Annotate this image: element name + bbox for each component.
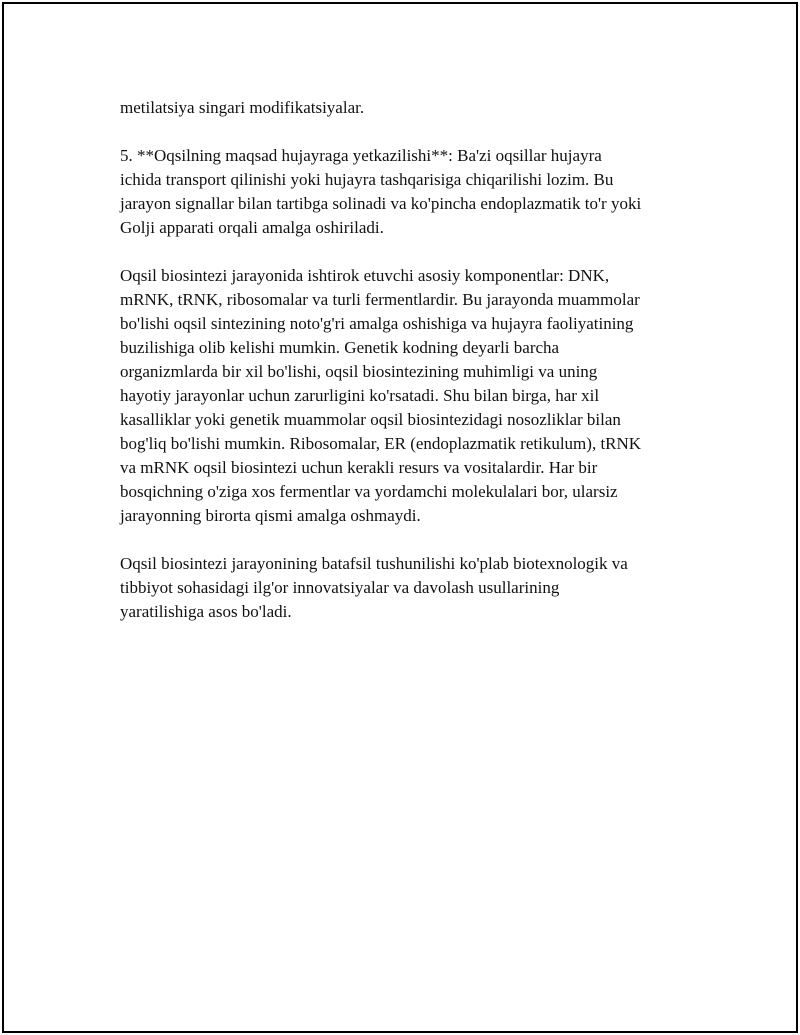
paragraph-components: Oqsil biosintezi jarayonida ishtirok etuvchi asosiy komponentlar: DNK, mRNK, tRNK, ribosomalar va turli fermentlardir. Bu jarayonda muammolar bo'lishi oqsil sintezining noto'g'ri amalga oshishiga va hujayra faoliyatining buzilishiga olib kelishi mumkin. Genetik kodning deyarli barcha organizmlarda bir xil bo'lishi, oqsil biosintezining muhimligi va uning hayotiy jarayonlar uchun zarurligini ko'rsatadi. Shu bilan birga, har xil kasalliklar yoki genetik muammolar oqsil biosintezidagi nosozliklar bilan bog'liq bo'lishi mumkin. Ribosomalar, ER (endoplazmatik retikulum), tRNK va mRNK oqsil biosintezi uchun kerakli resurs va vositalardir. Har bir bosqichning o'ziga xos fermentlar va yordamchi molekulalari bor, ularsiz jarayonning birorta qismi amalga oshmaydi. (120, 266, 642, 525)
paragraph-protein-targeting: 5. **Oqsilning maqsad hujayraga yetkazilishi**: Ba'zi oqsillar hujayra ichida transport qilinishi yoki hujayra tashqarisiga chiqarilishi lozim. Bu jarayon signallar bilan tartibga solinadi va ko'pincha endoplazmatik to'r yoki Golji apparati orqali amalga oshiriladi. (120, 146, 642, 237)
document-body (120, 96, 690, 648)
document-page (2, 2, 798, 1033)
paragraph-continuation: metilatsiya singari modifikatsiyalar. (120, 98, 365, 117)
paragraph-conclusion: Oqsil biosintezi jarayonining batafsil tushunilishi ko'plab biotexnologik va tibbiyot sohasidagi ilg'or innovatsiyalar va davolash usullarining yaratilishiga asos bo'ladi. (120, 554, 628, 621)
